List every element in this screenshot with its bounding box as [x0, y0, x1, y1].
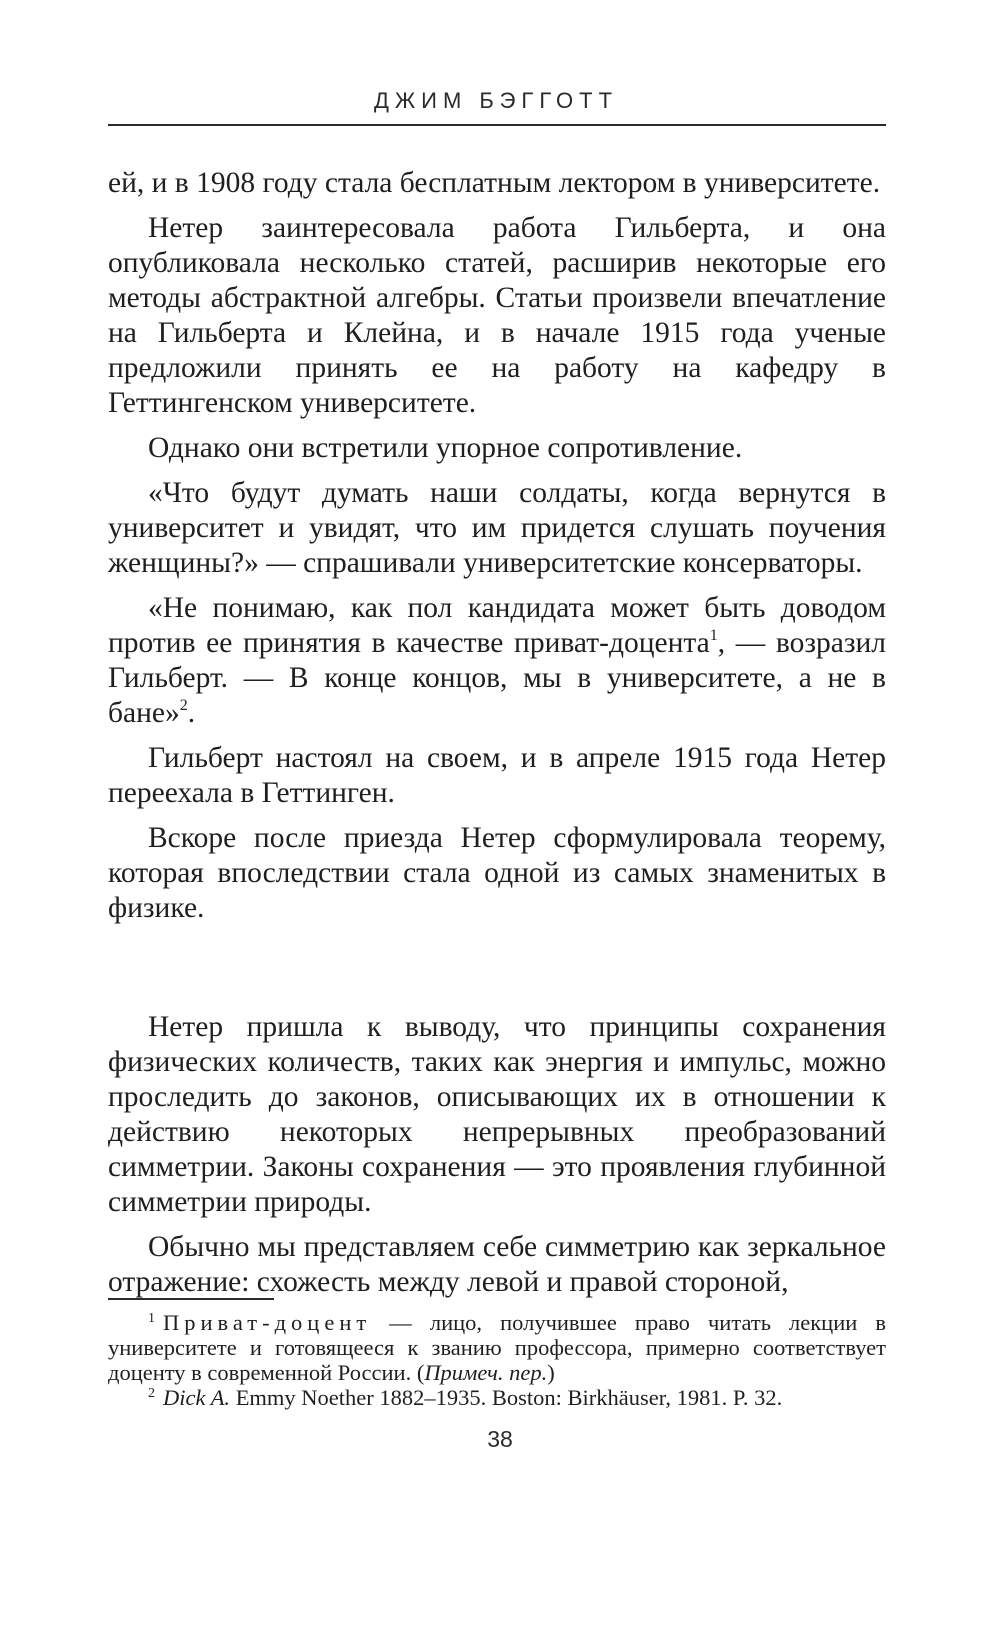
- footnotes: [108, 1310, 886, 1410]
- footnote: [108, 1385, 886, 1410]
- paragraph: Нетер заинтересовала работа Гильберта, и она опубликовала несколько статей, расширив некоторые его методы абстрактной алгебры. Статьи произвели впечатление на Гильберта и Клейна, и в начале 1915 года ученые предложили принять ее на работу на кафедру в Геттингенском университете.: [108, 212, 886, 419]
- paragraph: [108, 591, 886, 731]
- body-text: [108, 166, 886, 1310]
- paragraph: Обычно мы представляем себе симметрию как зеркальное отражение: схожесть между левой и правой стороной,: [108, 1231, 886, 1298]
- page-number: 38: [487, 1426, 513, 1452]
- paragraph: Нетер пришла к выводу, что принципы сохранения физических количеств, таких как энергия и импульс, можно проследить до законов, описывающих их в отношении к действию некоторых непрерывных преобразований симметрии. Законы сохранения — это проявления глубинной симметрии природы.: [108, 1011, 886, 1218]
- header-rule: [108, 124, 886, 126]
- footnote-rule: [108, 1298, 274, 1300]
- footnote-text: — лицо, получившее право читать лекции в университете и готовящееся к званию профессора, примерно соответствует доценту в современной России. (: [108, 1310, 886, 1385]
- footnote-mark: 1: [148, 1311, 155, 1326]
- footnote-ref[interactable]: 1: [709, 627, 718, 644]
- footnote: [108, 1310, 886, 1385]
- footnote-author: Dick A.: [163, 1385, 231, 1410]
- footnote-text: Emmy Noether 1882–1935. Boston: Birkhäuser, 1981. P. 32.: [230, 1385, 783, 1410]
- running-head: ДЖИМ БЭГГОТТ: [373, 88, 619, 113]
- paragraph: Гильберт настоял на своем, и в апреле 1915 года Нетер переехала в Геттинген.: [108, 742, 886, 809]
- paragraph-text: , — возразил Гильберт. — В конце концов, мы в университете, а не в бане»: [108, 627, 887, 729]
- footnote-note: Примеч. пер.: [424, 1360, 548, 1385]
- footnote-text: ): [547, 1360, 555, 1385]
- paragraph: «Что будут думать наши солдаты, когда вернутся в университет и увидят, что им придется слушать поучения женщины?» — спрашивали университетские консерваторы.: [108, 477, 886, 579]
- paragraph-text: «Не понимаю, как пол кандидата может быть доводом против ее принятия в качестве приват-доцента: [108, 592, 886, 659]
- footnote-term: Приват-доцент: [163, 1310, 372, 1335]
- paragraph-text: .: [187, 697, 196, 729]
- footnote-ref[interactable]: 2: [179, 697, 188, 714]
- paragraph: Однако они встретили упорное сопротивление.: [148, 432, 743, 464]
- paragraph: Вскоре после приезда Нетер сформулировала теорему, которая впоследствии стала одной из самых знаменитых в физике.: [108, 822, 886, 924]
- footnote-mark: 2: [148, 1386, 155, 1401]
- paragraph: ей, и в 1908 году стала бесплатным лектором в университете.: [108, 167, 881, 199]
